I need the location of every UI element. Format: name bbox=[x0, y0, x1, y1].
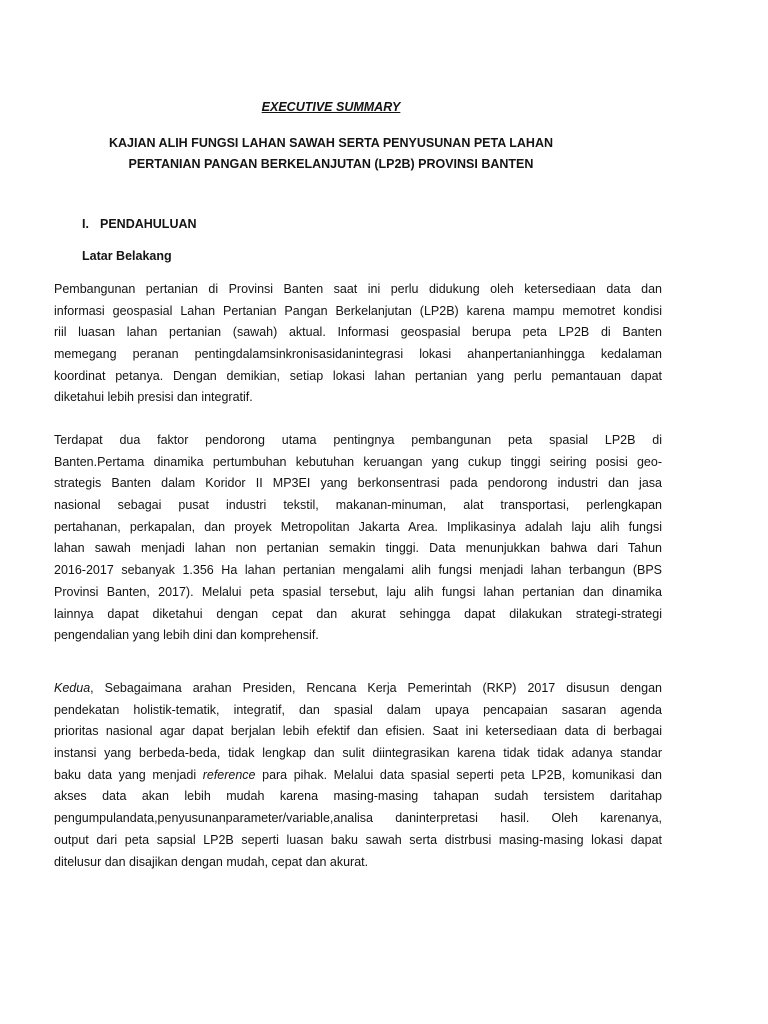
paragraph-2-line: lahan sawah menjadi lahan non pertanian semakin tinggi. Data menunjukkan bahwa dari Tahun bbox=[54, 541, 662, 556]
paragraph-1-line: Pembangunan pertanian di Provinsi Banten saat ini perlu didukung oleh ketersediaan data dan bbox=[54, 282, 662, 296]
paragraph-3-line-5-pre: baku data yang menjadi bbox=[54, 767, 203, 782]
paragraph-3-line-5-post: para pihak. Melalui data spasial seperti peta LP2B, komunikasi dan bbox=[255, 767, 662, 782]
paragraph-2-line: pertahanan, perkapalan, dan proyek Metropolitan Jakarta Area. Implikasinya adalah laju alih fungsi bbox=[54, 519, 662, 534]
paragraph-1-line: diketahui lebih presisi dan integratif. bbox=[54, 390, 253, 405]
paragraph-3-line bbox=[54, 765, 662, 787]
paragraph-3-line: pendekatan holistik-tematik, integratif, dan spasial dalam upaya pencapaian sasaran agenda bbox=[54, 702, 662, 717]
paragraph-2-line: nasional sebagai pusat industri tekstil, makanan-minuman, alat transportasi, perlengkapan bbox=[54, 498, 662, 513]
paragraph-2-line: strategis Banten dalam Koridor II MP3EI yang berkonsentrasi pada pendorong industri dan jasa bbox=[54, 476, 662, 491]
document-title-line-1: KAJIAN ALIH FUNGSI LAHAN SAWAH SERTA PENYUSUNAN PETA LAHAN bbox=[109, 136, 553, 150]
section-number: I. bbox=[82, 217, 89, 231]
italic-term-reference: reference bbox=[202, 767, 256, 782]
paragraph-2-line: Banten.Pertama dinamika pertumbuhan kebutuhan keruangan yang cukup tinggi seiring posisi geo- bbox=[54, 454, 662, 469]
paragraph-2-line: Provinsi Banten, 2017). Melalui peta spasial tersebut, laju alih fungsi lahan pertanian dan dinamika bbox=[54, 584, 662, 599]
paragraph-3-line: output dari peta sapsial LP2B seperti luasan baku sawah serta distrbusi masing-masing lokasi dapat bbox=[54, 832, 662, 847]
paragraph-1-line: memegang peranan pentingdalamsinkronisasidanintegrasi lokasi ahanpertanianhingga kedalaman bbox=[54, 347, 662, 362]
paragraph-1 bbox=[54, 279, 662, 409]
paragraph-3 bbox=[54, 678, 662, 873]
paragraph-3-line bbox=[54, 678, 662, 700]
paragraph-1-line: informasi geospasial Lahan Pertanian Pangan Berkelanjutan (LP2B) karena mampu memotret kondisi bbox=[54, 303, 662, 318]
document-title bbox=[0, 133, 662, 175]
section-title: PENDAHULUAN bbox=[100, 217, 197, 231]
document-title-line-2: PERTANIAN PANGAN BERKELANJUTAN (LP2B) PROVINSI BANTEN bbox=[128, 157, 534, 171]
paragraph-3-line-1-text: , Sebagaimana arahan Presiden, Rencana Kerja Pemerintah (RKP) 2017 disusun dengan bbox=[90, 681, 662, 695]
paragraph-1-line: riil luasan lahan pertanian (sawah) aktual. Informasi geospasial berupa peta LP2B di Banten bbox=[54, 325, 662, 340]
paragraph-2-line: lainnya dapat diketahui dengan cepat dan akurat sehingga dapat dilakukan strategi-strategi bbox=[54, 606, 662, 621]
paragraph-3-line: akses data akan lebih mudah karena masing-masing tahapan sudah tersistem daritahap bbox=[54, 789, 662, 804]
paragraph-3-line: ditelusur dan disajikan dengan mudah, cepat dan akurat. bbox=[54, 854, 369, 869]
paragraph-2 bbox=[54, 430, 662, 647]
paragraph-3-line: prioritas nasional agar dapat berjalan lebih efektif dan efisien. Saat ini ketersediaan data di berbagai bbox=[54, 724, 662, 739]
italic-term-kedua: Kedua bbox=[54, 681, 91, 695]
paragraph-1-line: koordinat petanya. Dengan demikian, setiap lokasi lahan pertanian yang perlu pemantauan dapat bbox=[54, 368, 662, 383]
paragraph-3-line: pengumpulandata,penyusunanparameter/variable,analisa daninterpretasi hasil. Oleh karenanya, bbox=[54, 811, 662, 826]
subsection-heading: Latar Belakang bbox=[82, 249, 172, 263]
paragraph-2-line: Terdapat dua faktor pendorong utama pentingnya pembangunan peta spasial LP2B di bbox=[54, 433, 662, 447]
paragraph-2-line: pengendalian yang lebih dini dan komprehensif. bbox=[54, 628, 319, 643]
executive-summary-heading: EXECUTIVE SUMMARY bbox=[261, 100, 401, 114]
paragraph-2-line: 2016-2017 sebanyak 1.356 Ha lahan pertanian mengalami alih fungsi menjadi lahan terbangun (BPS bbox=[54, 563, 662, 578]
paragraph-3-line: instansi yang berbeda-beda, tidak lengkap dan sulit diintegrasikan karena tidak tidak adanya standar bbox=[54, 746, 662, 761]
section-heading bbox=[82, 214, 197, 235]
